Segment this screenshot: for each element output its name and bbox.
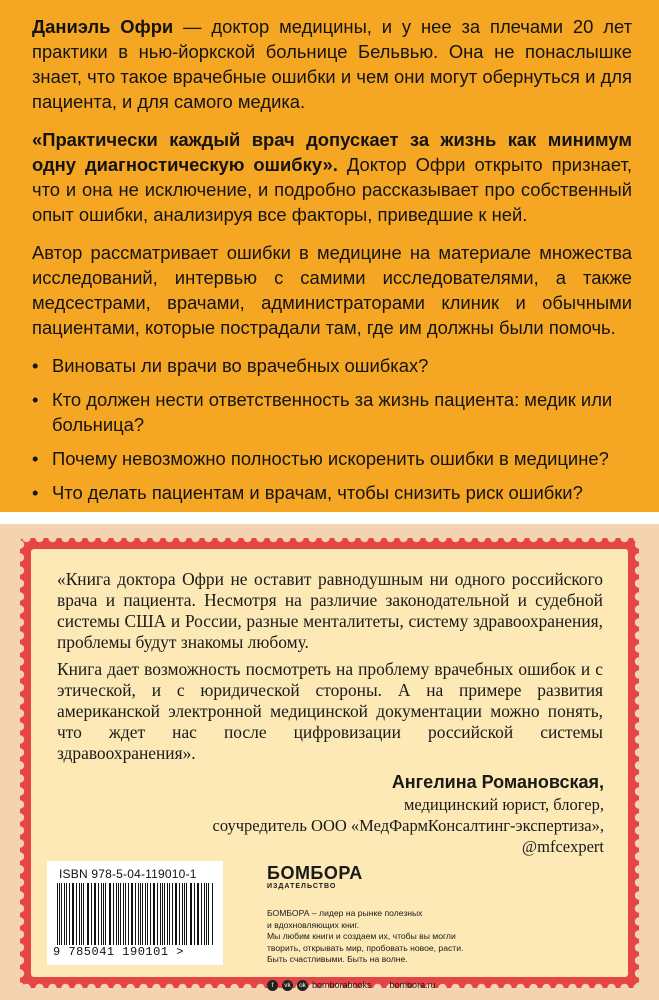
reviewer-company: соучредитель ООО «МедФармКонсалтинг-экспертиза», bbox=[212, 816, 604, 835]
paragraph-summary: Автор рассматривает ошибки в медицине на материале множества исследований, интервью с самими исследователями, а также медсестрами, врачами, администраторами клиник и обычными пациентами, которые пострадали там, где им должны были помочь. bbox=[32, 242, 632, 338]
barcode-bar bbox=[169, 883, 170, 945]
review-quote bbox=[57, 569, 603, 770]
barcode-bar bbox=[113, 883, 114, 945]
barcode-bar bbox=[186, 883, 187, 945]
barcode-bars bbox=[57, 883, 213, 945]
stamp-content bbox=[31, 549, 628, 990]
divider bbox=[0, 512, 659, 524]
barcode-bar bbox=[98, 883, 99, 945]
barcode-bar bbox=[83, 883, 84, 945]
publisher-logo-sub: ИЗДАТЕЛЬСТВО bbox=[267, 883, 337, 890]
barcode-bar bbox=[105, 883, 106, 945]
question-item: • Что делать пациентам и врачам, чтобы снизить риск ошибки? bbox=[32, 480, 632, 505]
barcode-bar bbox=[162, 883, 163, 945]
isbn-text: ISBN 978-5-04-119010-1 bbox=[59, 867, 197, 881]
barcode-bar bbox=[145, 883, 146, 945]
barcode-bar bbox=[206, 883, 207, 945]
barcode-bar bbox=[176, 883, 177, 945]
barcode-block bbox=[47, 861, 223, 965]
barcode-bar bbox=[125, 883, 126, 945]
barcode-bar bbox=[138, 883, 139, 945]
barcode-bar bbox=[101, 883, 102, 945]
barcode-bar bbox=[57, 883, 58, 945]
quote-paragraph: «Книга доктора Офри не оставит равнодушным ни одного российского врача и пациента. Несмотря на различие законодательной и судебной системы США и России, разные менталитеты, систему здравоохранения, проблемы будут знакомы любому. bbox=[57, 569, 603, 652]
barcode-bar bbox=[191, 883, 192, 945]
publisher-line: и вдохновляющих книг. bbox=[267, 919, 359, 930]
barcode-bar bbox=[91, 883, 92, 945]
social-handle: bomborabooks bbox=[312, 980, 372, 990]
barcode-bar bbox=[132, 883, 133, 945]
barcode-bar bbox=[179, 883, 180, 945]
publisher-line: БОМБОРА – лидер на рынке полезных bbox=[267, 908, 423, 918]
reviewer-signature bbox=[213, 771, 604, 857]
facebook-icon: f bbox=[267, 980, 278, 991]
publisher-site: bombora.ru bbox=[389, 980, 436, 990]
author-name: Даниэль Офри bbox=[32, 16, 174, 37]
barcode-bar bbox=[123, 883, 124, 945]
publisher-line: Быть счастливыми. Быть на волне. bbox=[267, 954, 408, 964]
question-item: • Виноваты ли врачи во врачебных ошибках? bbox=[32, 353, 632, 378]
author-bio: — доктор медицины, и у нее за плечами 20 лет практики в нью-йоркской больнице Бельвью. Она не понаслышке знает, что такое врачебные ошибки и чем они могут обернуться и для пациента, и для самого медика. bbox=[32, 16, 632, 112]
highlight-quote: «Практически каждый врач допускает за жизнь как минимум одну диагностическую ошибку». bbox=[32, 129, 632, 175]
barcode-bar bbox=[64, 883, 65, 945]
publisher-description bbox=[267, 908, 567, 966]
barcode-bar bbox=[160, 883, 161, 945]
social-row bbox=[267, 980, 567, 991]
barcode-bar bbox=[76, 883, 77, 945]
reviewer-handle: @mfcexpert bbox=[521, 837, 604, 856]
barcode-bar bbox=[66, 883, 67, 945]
annotation-text bbox=[32, 14, 632, 548]
publisher-line: творить, открывать мир, пробовать новое, расти. bbox=[267, 942, 464, 953]
question-item: • Почему невозможно полностью искоренить ошибки в медицине? bbox=[32, 446, 632, 471]
barcode-digits: 9 785041 190101 > bbox=[53, 945, 184, 959]
question-item: • Кто должен нести ответственность за жизнь пациента: медик или больница? bbox=[32, 387, 632, 437]
review-panel bbox=[0, 524, 659, 1000]
vk-icon: vk bbox=[282, 980, 293, 991]
quote-continuation: Доктор Офри открыто признает, что и она не исключение, и подробно рассказывает про собственный опыт ошибки, анализируя все факторы, приведшие к ней. bbox=[32, 154, 632, 225]
reviewer-name: Ангелина Романовская, bbox=[391, 772, 604, 792]
barcode-bar bbox=[150, 883, 151, 945]
odnoklassniki-icon: ok bbox=[297, 980, 308, 991]
publisher-block bbox=[267, 864, 567, 991]
barcode-bar bbox=[198, 883, 199, 945]
publisher-line: Мы любим книги и создаем их, чтобы вы могли bbox=[267, 931, 456, 941]
barcode-bar bbox=[79, 883, 80, 945]
paragraph-quote bbox=[32, 127, 632, 227]
reviewer-role: медицинский юрист, блогер, bbox=[403, 795, 604, 814]
paragraph-author bbox=[32, 14, 632, 114]
stamp-frame bbox=[20, 538, 639, 988]
quote-paragraph: Книга дает возможность посмотреть на проблему врачебных ошибок и с этической, и с юридической стороны. А на примере развития американской электронной медицинской документации можно понять, что ждет нас после цифровизации российской системы здравоохранения». bbox=[57, 659, 603, 763]
publisher-logo: БОМБОРА bbox=[267, 863, 363, 883]
